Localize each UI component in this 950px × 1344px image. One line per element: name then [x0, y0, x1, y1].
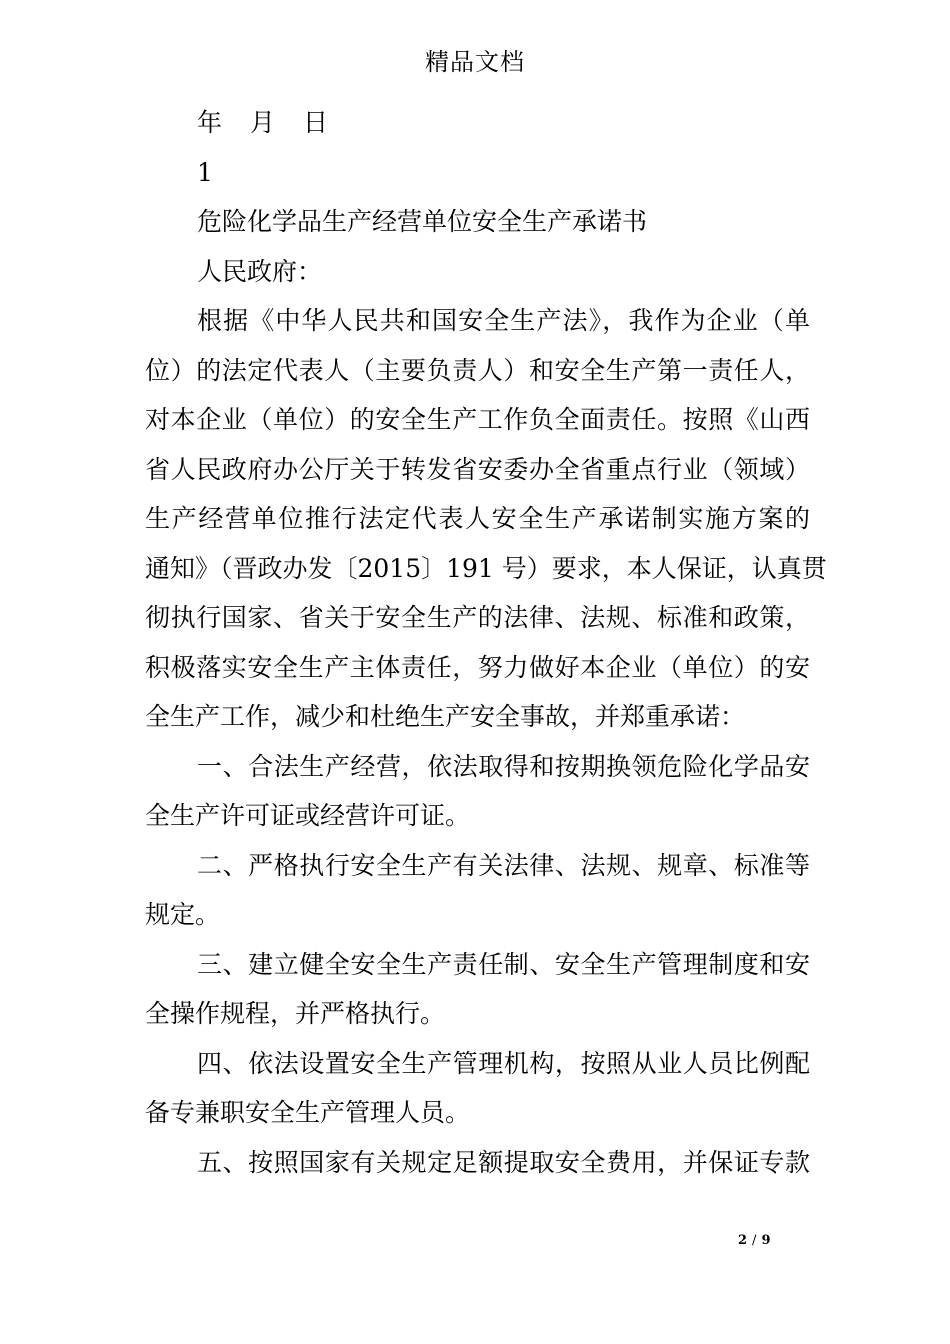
commitment-item: 四、依法设置安全生产管理机构，按照从业人员比例配: [197, 1048, 810, 1078]
paragraph-line: 积极落实安全生产主体责任，努力做好本企业（单位）的安: [145, 652, 810, 682]
paragraph-line: 位）的法定代表人（主要负责人）和安全生产第一责任人，: [145, 355, 810, 385]
page-header-title: 精品文档: [425, 48, 525, 76]
commitment-item: 一、合法生产经营，依法取得和按期换领危险化学品安: [197, 751, 810, 781]
paragraph-line: 彻执行国家、省关于安全生产的法律、法规、标准和政策，: [145, 603, 810, 632]
commitment-item-continuation: 规定。: [145, 900, 221, 929]
section-number: 1: [197, 157, 213, 187]
paragraph-line: 生产经营单位推行法定代表人安全生产承诺制实施方案的: [145, 504, 810, 533]
paragraph-line: 对本企业（单位）的安全生产工作负全面责任。按照《山西: [145, 405, 810, 434]
document-title: 危险化学品生产经营单位安全生产承诺书: [197, 207, 648, 236]
current-page: 2: [738, 1233, 748, 1248]
document-body: [145, 98, 827, 1187]
commitment-item: 五、按照国家有关规定足额提取安全费用，并保证专款: [197, 1147, 810, 1177]
total-pages: 9: [761, 1233, 771, 1248]
commitment-item: 二、严格执行安全生产有关法律、法规、规章、标准等: [197, 850, 810, 880]
commitment-item: 三、建立健全安全生产责任制、安全生产管理制度和安: [197, 949, 810, 979]
paragraph-line: 省人民政府办公厅关于转发省安委办全省重点行业（领域）: [145, 454, 810, 484]
paragraph-line: 全生产工作，减少和杜绝生产安全事故，并郑重承诺：: [145, 702, 746, 731]
page-number: [738, 1233, 770, 1249]
paragraph-line: 根据《中华人民共和国安全生产法》，我作为企业（单: [197, 306, 810, 335]
date-day: 日: [303, 108, 329, 137]
addressee: 人民政府：: [197, 256, 323, 286]
date-year: 年: [197, 108, 223, 137]
page-separator: /: [752, 1233, 757, 1248]
date-month: 月: [250, 108, 276, 137]
commitment-item-continuation: 备专兼职安全生产管理人员。: [145, 1098, 471, 1127]
commitment-item-continuation: 全生产许可证或经营许可证。: [145, 801, 471, 830]
commitment-item-continuation: 全操作规程，并严格执行。: [145, 999, 446, 1028]
date-line: [145, 98, 810, 148]
paragraph-line: 通知》（晋政办发〔2015〕191 号）要求，本人保证，认真贯: [145, 553, 827, 583]
